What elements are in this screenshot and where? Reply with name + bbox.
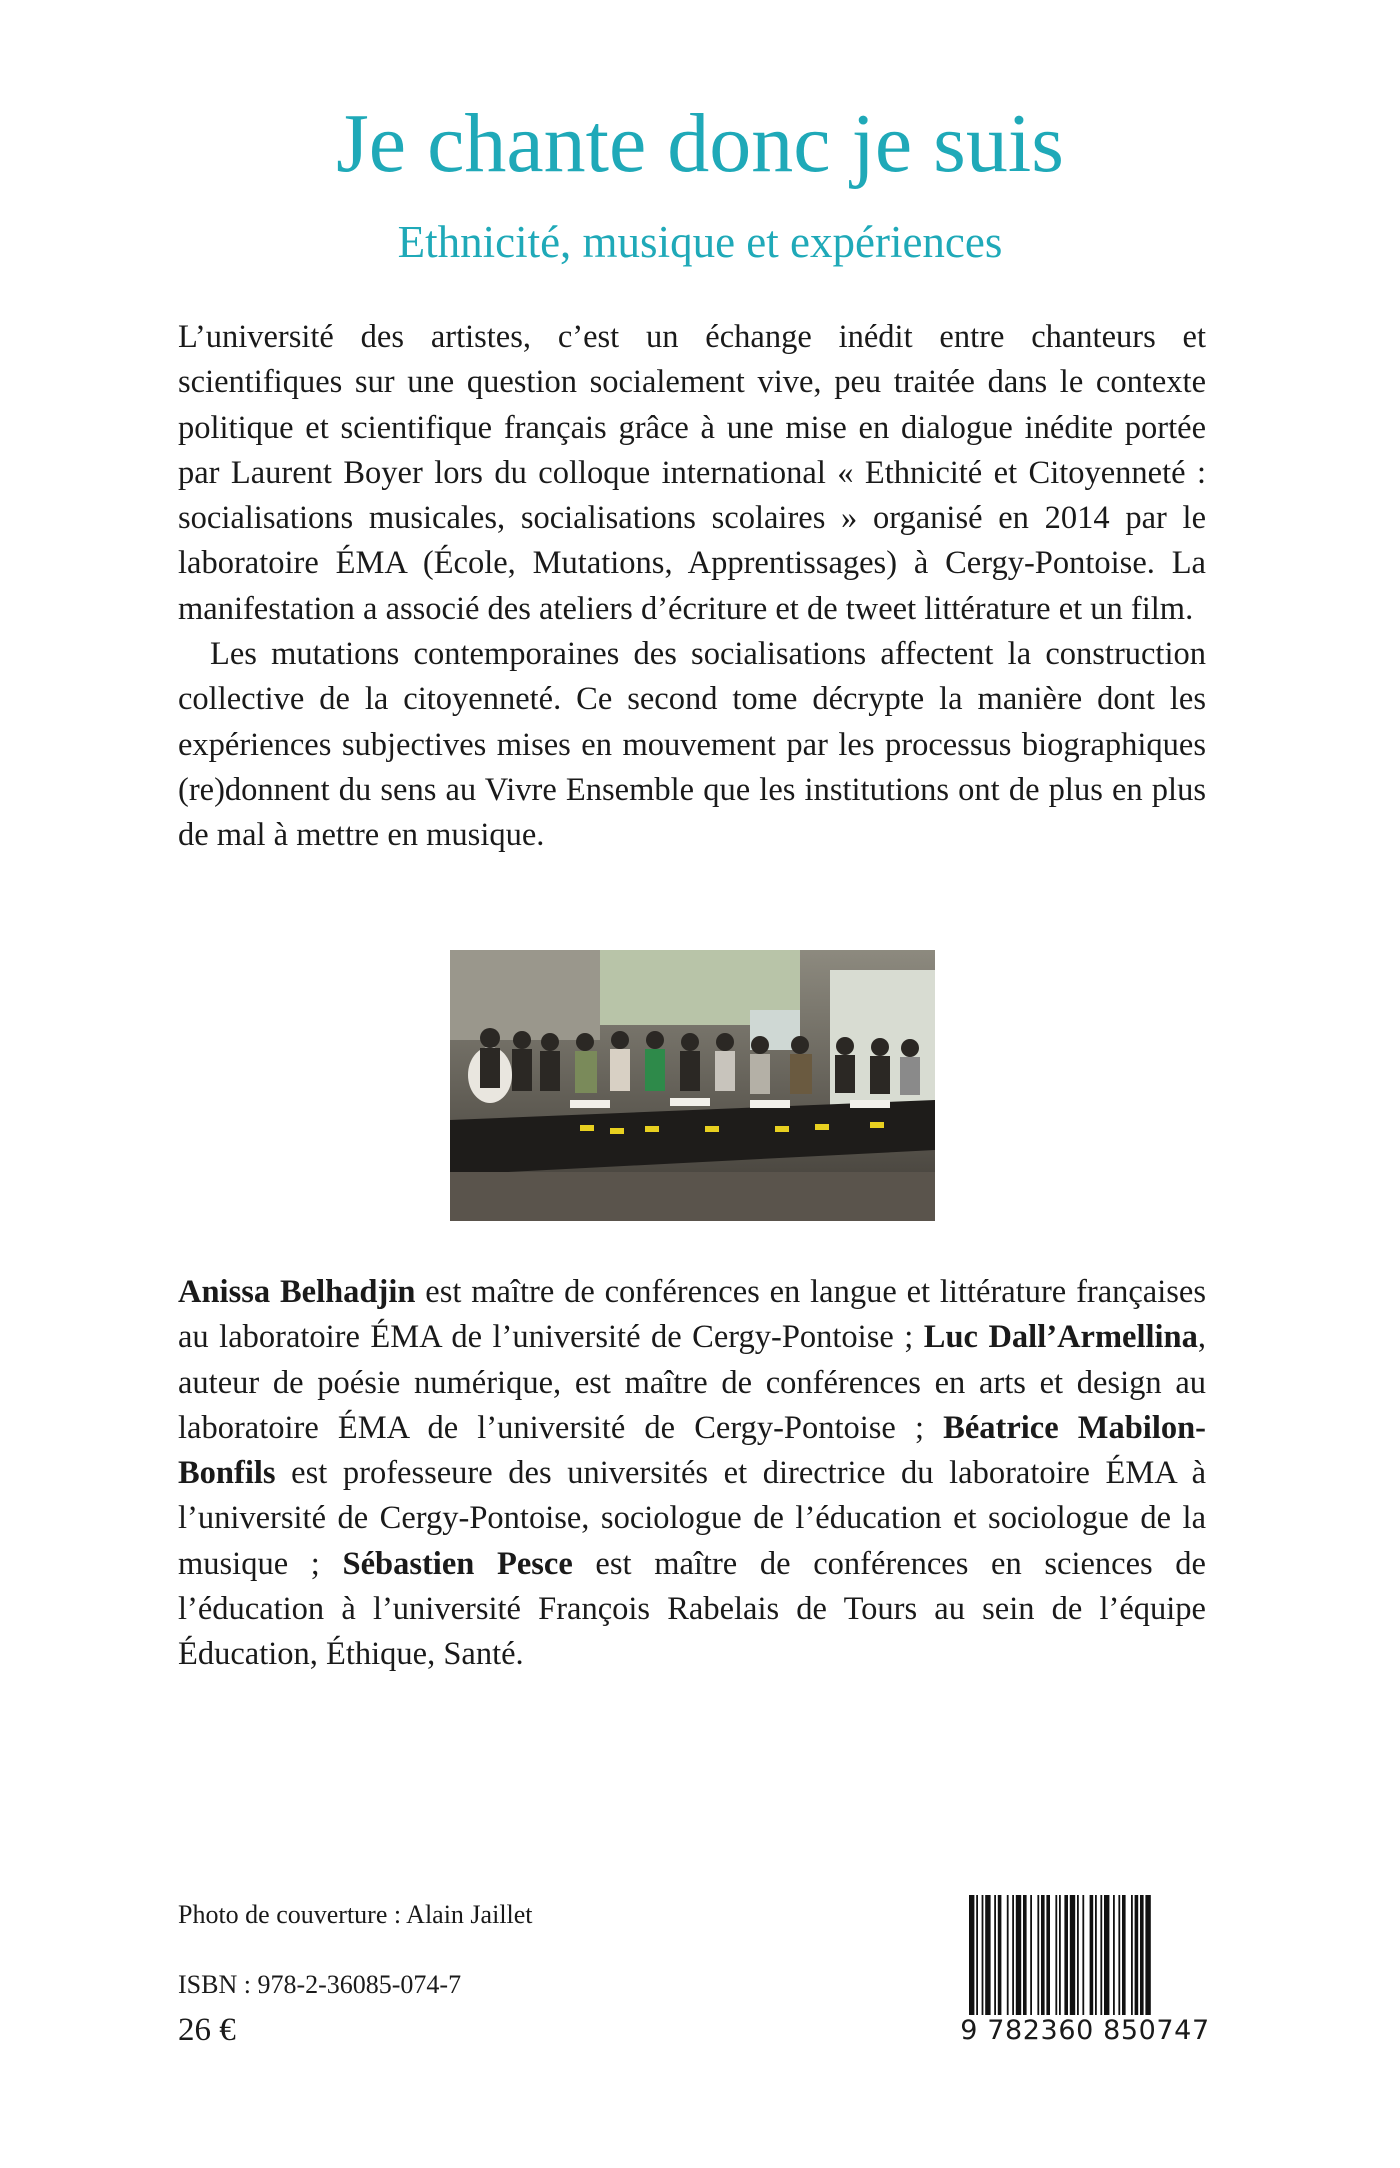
book-title: Je chante donc je suis (336, 97, 1064, 190)
barcode-digits: 9 782360 850747 (960, 2015, 1210, 2046)
author-bio-belhadjin: est maître de conférences en langue et littérature françaises au laboratoire ÉMA de l’université de Cergy-Pontoise ; (178, 1274, 1206, 1356)
author-name-mabilon-bonfils: Béatrice Mabilon-Bonfils (178, 1409, 1206, 1492)
photo-credit: Photo de couverture : Alain Jaillet (178, 1900, 533, 1929)
summary-text (178, 315, 1206, 859)
authors-bio (178, 1270, 1206, 1678)
cover-photo-panel-discussion (450, 950, 935, 1221)
author-bio-dallarmellina: , auteur de poésie numérique, est maître de conférences en arts et design au laboratoire ÉMA de l’université de Cergy-Pontoise ; (178, 1319, 1206, 1446)
book-subtitle: Ethnicité, musique et expériences (397, 217, 1003, 267)
author-bio-mabilon-bonfils: est professeure des universités et directrice du laboratoire ÉMA à l’université de Cergy-Pontoise, sociologue de l’éducation et sociologue de la musique ; (178, 1455, 1206, 1582)
isbn: ISBN : 978-2-36085-074-7 (178, 1970, 462, 1999)
summary-paragraph-2: Les mutations contemporaines des socialisations affectent la construction collective de la citoyenneté. Ce second tome décrypte la manière dont les expériences subjectives mises en mouvement par les processus biographiques (re)donnent du sens au Vivre Ensemble que les institutions ont de plus en plus de mal à mettre en musique. (178, 636, 1206, 854)
price: 26 € (178, 2012, 236, 2048)
author-bio-pesce: est maître de conférences en sciences de l’éducation à l’université François Rabelais de Tours au sein de l’équipe Éducation, Éthique, Santé. (178, 1545, 1206, 1673)
author-name-pesce: Sébastien Pesce (342, 1545, 573, 1582)
summary-paragraph-1: L’université des artistes, c’est un échange inédit entre chanteurs et scientifiques sur une question socialement vive, peu traitée dans le contexte politique et scientifique français grâce à une mise en dialogue inédite portée par Laurent Boyer lors du colloque international « Ethnicité et Citoyenneté : socialisations musicales, socialisations scolaires » organisé en 2014 par le laboratoire ÉMA (École, Mutations, Apprentissages) à Cergy-Pontoise. La manifestation a associé des ateliers d’écriture et de tweet littérature et un film. (178, 319, 1206, 627)
author-name-belhadjin: Anissa Belhadjin (178, 1274, 416, 1310)
author-name-dallarmellina: Luc Dall’Armellina (923, 1319, 1198, 1356)
